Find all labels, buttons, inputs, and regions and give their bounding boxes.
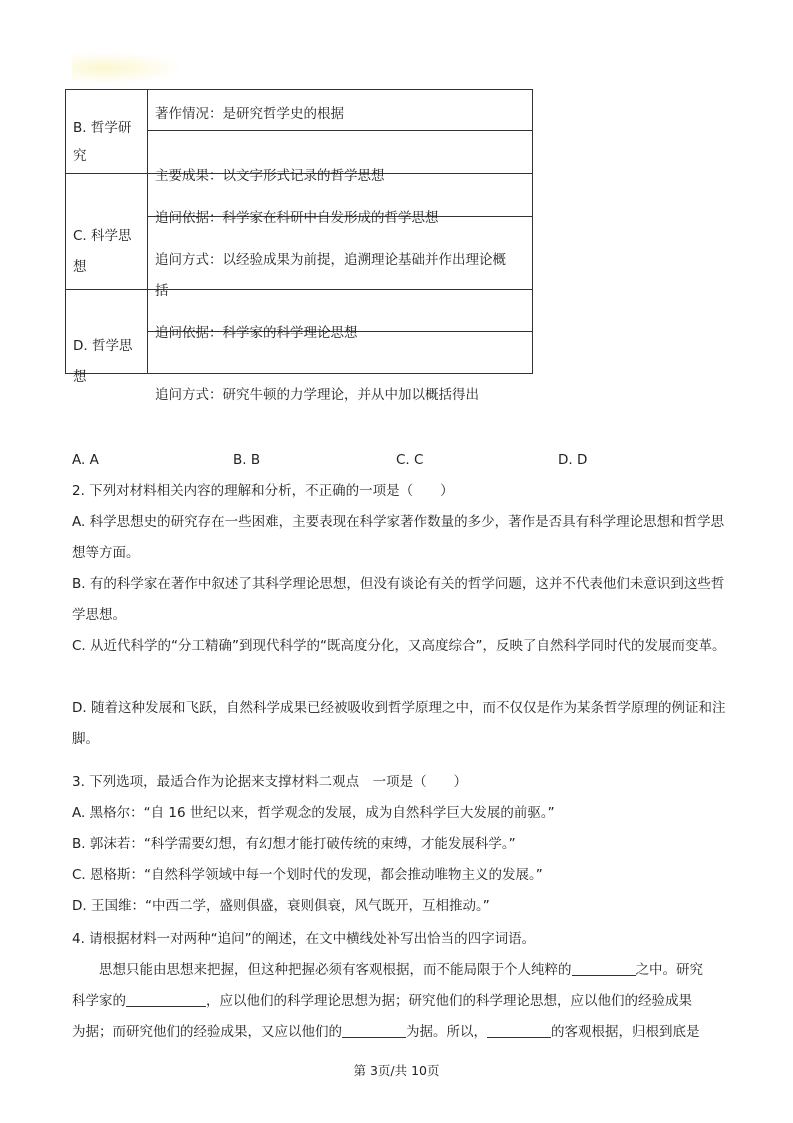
row-d-label: D. 哲学思 — [73, 338, 133, 354]
row-d-line2: 追问方式：研究牛顿的力学理论，并从中加以概括得出 — [155, 387, 479, 403]
blank-1[interactable] — [572, 961, 636, 976]
q4-text-3: 科学家的 — [72, 993, 126, 1009]
q2-option-a: A. 科学思想史的研究存在一些困难，主要表现在科学家著作数量的多少，著作是否具有科学理论思想和哲学思想等方面。 — [72, 514, 725, 561]
row-b-line1: 著作情况：是研究哲学史的根据 — [155, 106, 344, 122]
row-c-line2: 追问方式：以经验成果为前提，追溯理论基础并作出理论概 — [155, 252, 506, 268]
q1-option-a: A. A — [72, 452, 99, 468]
q1-option-c: C. C — [396, 452, 424, 468]
blank-2[interactable] — [126, 992, 206, 1007]
q1-option-d: D. D — [558, 452, 588, 468]
q4-text-5: 为据；而研究他们的经验成果，又应以他们的 — [72, 1024, 342, 1040]
row-b-label-cont: 究 — [73, 148, 87, 164]
q2-option-b: B. 有的科学家在著作中叙述了其科学理论思想，但没有谈论有关的哲学问题，这并不代表他们未意识到这些哲学思想。 — [72, 576, 725, 623]
q4-stem: 4. 请根据材料一对两种“追问”的阐述，在文中横线处补写出恰当的四字词语。 — [72, 931, 536, 947]
q2-stem: 2. 下列对材料相关内容的理解和分析，不正确的一项是（ ） — [72, 483, 454, 499]
q1-option-b: B. B — [233, 452, 261, 468]
comparison-table — [65, 89, 533, 403]
q4-paragraph-line1 — [72, 955, 727, 986]
q3-option-b: B. 郭沫若：“科学需要幻想，有幻想才能打破传统的束缚，才能发展科学。” — [72, 836, 516, 852]
row-b-line2: 主要成果：以文字形式记录的哲学思想 — [155, 168, 385, 184]
q2-option-c: C. 从近代科学的“分工精确”到现代科学的“既高度分化，又高度综合”，反映了自然科学同时代的发展而变革。 — [72, 638, 726, 654]
q4-paragraph-line3 — [72, 1017, 727, 1048]
q4-paragraph-line2 — [72, 986, 727, 1017]
q4-text-6: 为据。所以， — [406, 1024, 487, 1040]
blank-3[interactable] — [342, 1023, 406, 1038]
blank-4[interactable] — [487, 1023, 551, 1038]
row-d-line1: 追问依据：科学家的科学理论思想 — [155, 325, 358, 341]
q4-text-7: 的客观根据，归根到底是 — [551, 1024, 700, 1040]
row-c-line3: 括 — [155, 283, 169, 299]
q4-text-1: 思想只能由思想来把握，但这种把握必须有客观根据，而不能局限于个人纯粹的 — [72, 962, 572, 978]
scan-smudge — [72, 52, 184, 84]
q4-text-4: ，应以他们的科学理论思想为据；研究他们的科学理论思想，应以他们的经验成果 — [206, 993, 692, 1009]
q3-stem: 3. 下列选项，最适合作为论据来支撑材料二观点 一项是（ ） — [72, 774, 468, 790]
q3-option-d: D. 王国维：“中西二学，盛则俱盛，衰则俱衰，风气既开，互相推动。” — [72, 898, 490, 914]
page-number: 第 3页/共 10页 — [353, 1063, 440, 1078]
row-d-label-cont: 想 — [73, 369, 87, 385]
row-c-line1: 追问依据：科学家在科研中自发形成的哲学思想 — [155, 210, 439, 226]
row-c-label: C. 科学思 — [73, 228, 132, 244]
row-c-label-cont: 想 — [73, 259, 87, 275]
q4-text-2: 之中。研究 — [635, 962, 703, 978]
q3-option-a: A. 黑格尔：“自 16 世纪以来，哲学观念的发展，成为自然科学巨大发展的前驱。” — [72, 805, 555, 821]
row-b-label: B. 哲学研 — [73, 120, 132, 136]
q2-option-d: D. 随着这种发展和飞跃，自然科学成果已经被吸收到哲学原理之中，而不仅仅是作为某条哲学原理的例证和注脚。 — [72, 700, 726, 747]
q3-option-c: C. 恩格斯：“自然科学领域中每一个划时代的发现，都会推动唯物主义的发展。” — [72, 867, 543, 883]
